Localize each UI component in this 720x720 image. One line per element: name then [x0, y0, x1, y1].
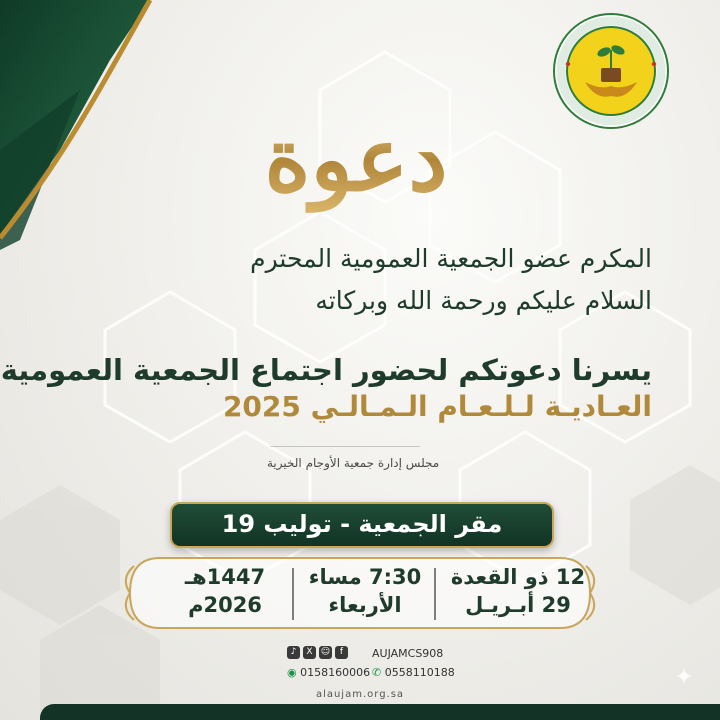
social-handle[interactable]: AUJAMCS908 [372, 647, 444, 660]
snapchat-icon[interactable]: ☺ [320, 647, 331, 657]
greeting-line-1: المكرم عضو الجمعية العمومية المحترم [250, 244, 652, 273]
time-cell [300, 563, 430, 619]
bottom-bar [40, 704, 720, 720]
association-logo [552, 12, 670, 130]
tiktok-icon[interactable]: ♪ [287, 646, 300, 659]
signature-divider [270, 446, 420, 447]
gregorian-year: 2026م [188, 593, 262, 617]
phone-1-text: 0158160006 [300, 666, 371, 679]
invitation-line-1: يسرنا دعوتكم لحضور اجتماع الجمعية العمومية [0, 353, 652, 387]
whatsapp-icon: ◉ [287, 666, 297, 679]
year-cell [170, 563, 280, 619]
sparkle-icon [676, 668, 692, 684]
invitation-line-2: العـاديـة لـلـعـام الـمـالـي 2025 [222, 390, 652, 423]
date-cell [448, 563, 588, 619]
phone-1[interactable] [287, 666, 370, 679]
meeting-weekday: الأربعاء [328, 593, 402, 617]
venue-banner: مقر الجمعية - توليب 19 [170, 502, 554, 548]
phone-icon: ✆ [372, 666, 382, 679]
phone-2[interactable] [372, 666, 455, 679]
signature: مجلس إدارة جمعية الأوجام الخيرية [267, 456, 440, 470]
greeting-line-2: السلام عليكم ورحمة الله وبركاته [315, 286, 652, 315]
social-icons [287, 646, 348, 661]
gregorian-date: 29 أبـريـل [465, 593, 571, 617]
hijri-date: 12 ذو القعدة [450, 565, 586, 589]
phone-2-text: 0558110188 [384, 666, 455, 679]
facebook-icon[interactable]: f [335, 646, 348, 659]
x-icon[interactable]: X [303, 646, 316, 659]
title-text: دعوة [264, 107, 448, 211]
title-calligraphy [196, 102, 516, 222]
website[interactable]: alaujam.org.sa [315, 689, 405, 700]
hijri-year: 1447هـ [184, 565, 266, 589]
meeting-time: 7:30 مساء [308, 565, 422, 589]
